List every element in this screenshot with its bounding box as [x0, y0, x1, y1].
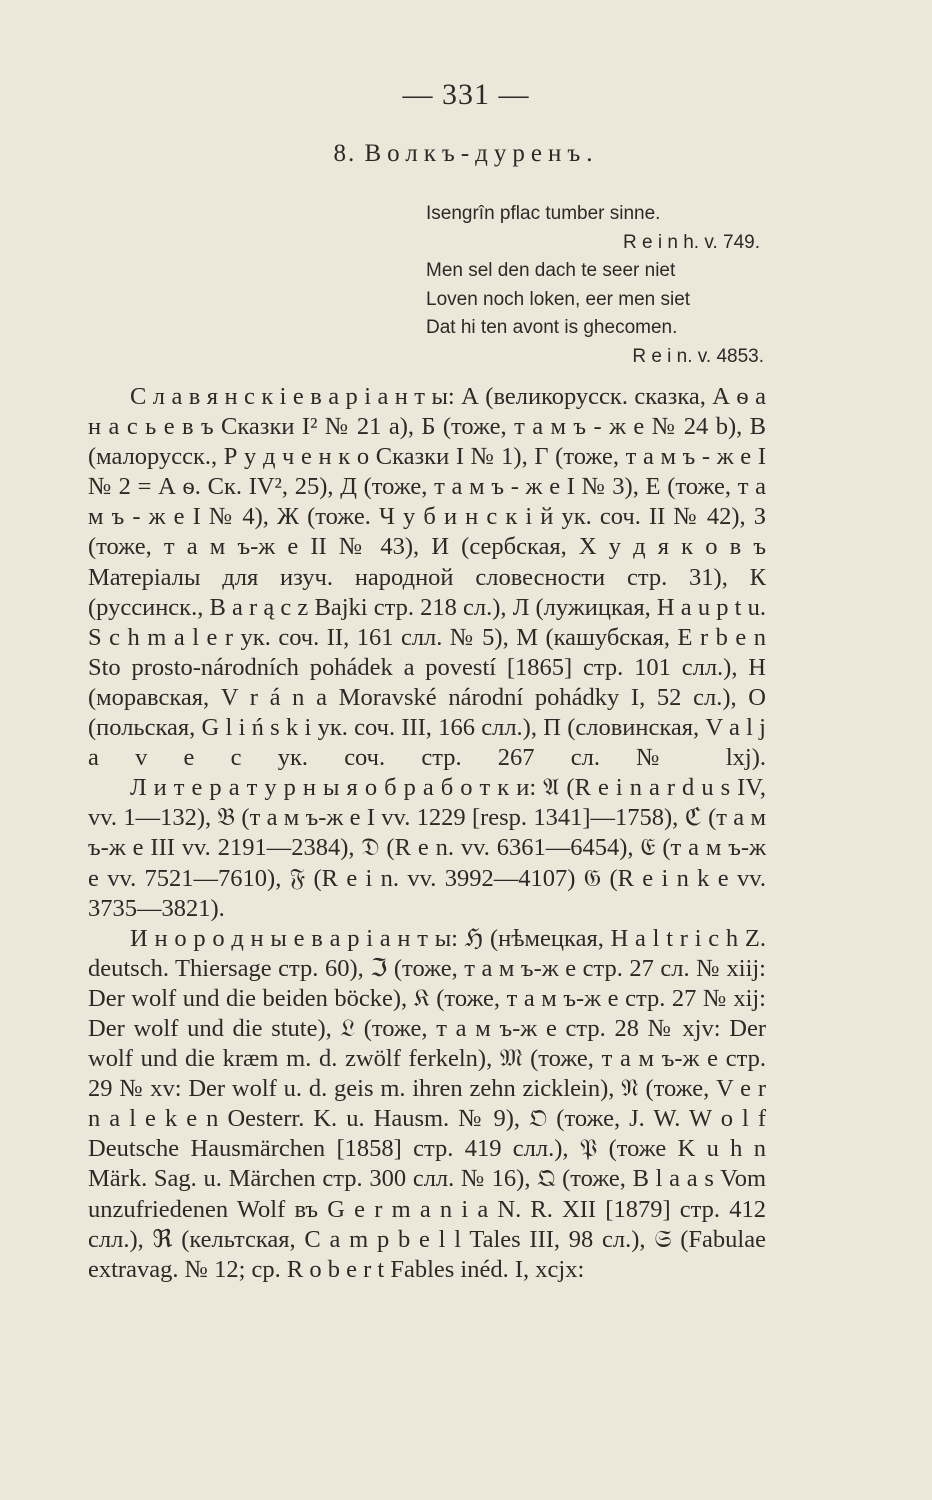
paragraph: С л а в я н с к і е в а р і а н т ы: А (великорусск. сказка, А ѳ а н а с ь е в ъ Сказки I² № 21 a), Б (тоже, т а м ъ - ж е № 24 b), В (малорусск., Р у д ч е н к о Сказки I № 1), Г (тоже, т а м ъ - ж е I № 2 = А ѳ. Ск. IV², 25), Д (тоже, т а м ъ - ж е I № 3), Е (тоже, т а м ъ - ж е I № 4), Ж (тоже. Ч у б и н с к і й ук. соч. II № 42), З (тоже, т а м ъ-ж е II № 43), И (сербская, Х у д я к о в ъ Матеріалы для изуч. народной словесности стр. 31), К (руссинск., B a r ą c z Bajki стр. 218 сл.), Л (лужицкая, H a u p t u. S c h m a l e r ук. соч. II, 161 слл. № 5), М (кашубская, E r b e n Sto prosto-národních pohádek a povestí [1865] стр. 101 слл.), Н (моравская, V r á n a Moravské národní pohádky I, 52 сл.), О (польская, G l i ń s k i ук. соч. III, 166 слл.), П (словинская, V a l j a v e c ук. соч. стр. 267 сл. № lxj). — [88, 383, 766, 772]
section-title: Волкъ-дуренъ. — [364, 140, 599, 167]
page-number: — 331 — — [402, 78, 530, 111]
main-text — [88, 382, 766, 1285]
epigraph-reference: R e i n h. v. 749. — [623, 231, 760, 253]
epigraph-line: Dat hi ten avont is ghecomen. — [426, 317, 678, 338]
section-number: 8. — [333, 140, 357, 167]
section-heading — [0, 140, 932, 168]
paragraph: Л и т е р а т у р н ы я о б р а б о т к и: 𝔄 (R e i n a r d u s IV, vv. 1—132), 𝔅 (т а м ъ-ж е I vv. 1229 [resp. 1341]—1758), ℭ (т а м ъ-ж е III vv. 2191—2384), 𝔇 (R e n. vv. 6361—6454), 𝔈 (т а м ъ-ж е vv. 7521—7610), 𝔉 (R e i n. vv. 3992—4107) 𝔊 (R e i n k e vv. 3735—3821). — [88, 774, 766, 922]
epigraph-line: Men sel den dach te seer niet — [426, 260, 676, 281]
paragraph: И н о р о д н ы е в а р і а н т ы: ℌ (нѣмецкая, H a l t r i c h Z. deutsch. Thiersage стр. 60), ℑ (тоже, т а м ъ-ж е стр. 27 сл. № xiij: Der wolf und die beiden böcke), 𝔎 (тоже, т а м ъ-ж е стр. 27 № xij: Der wolf und die stute), 𝔏 (тоже, т а м ъ-ж е стр. 28 № xjv: Der wolf und die kræm m. d. zwölf ferkeln), 𝔐 (тоже, т а м ъ-ж е стр. 29 № xv: Der wolf u. d. geis m. ihren zehn zicklein), 𝔑 (тоже, V e r n a l e k e n Oesterr. K. u. Hausm. № 9), 𝔒 (тоже, J. W. W o l f Deutsche Hausmärchen [1858] стр. 419 слл.), 𝔓 (тоже K u h n Märk. Sag. u. Märchen стр. 300 слл. № 16), 𝔔 (тоже, B l a a s Vom unzufriedenen Wolf въ G e r m a n i a N. R. XII [1879] стр. 412 слл.), ℜ (кельтская, C a m p b e l l Tales III, 98 сл.), 𝔖 (Fabulae extravag. № 12; ср. R o b e r t Fables inéd. I, xcjx: — [88, 924, 766, 1283]
epigraph-line: Loven noch loken, eer men siet — [426, 288, 691, 310]
epigraph-reference: R e i n. v. 4853. — [632, 345, 764, 367]
epigraph-line: Isengrîn pflac tumber sinne. — [426, 203, 661, 224]
epigraph — [426, 200, 766, 371]
